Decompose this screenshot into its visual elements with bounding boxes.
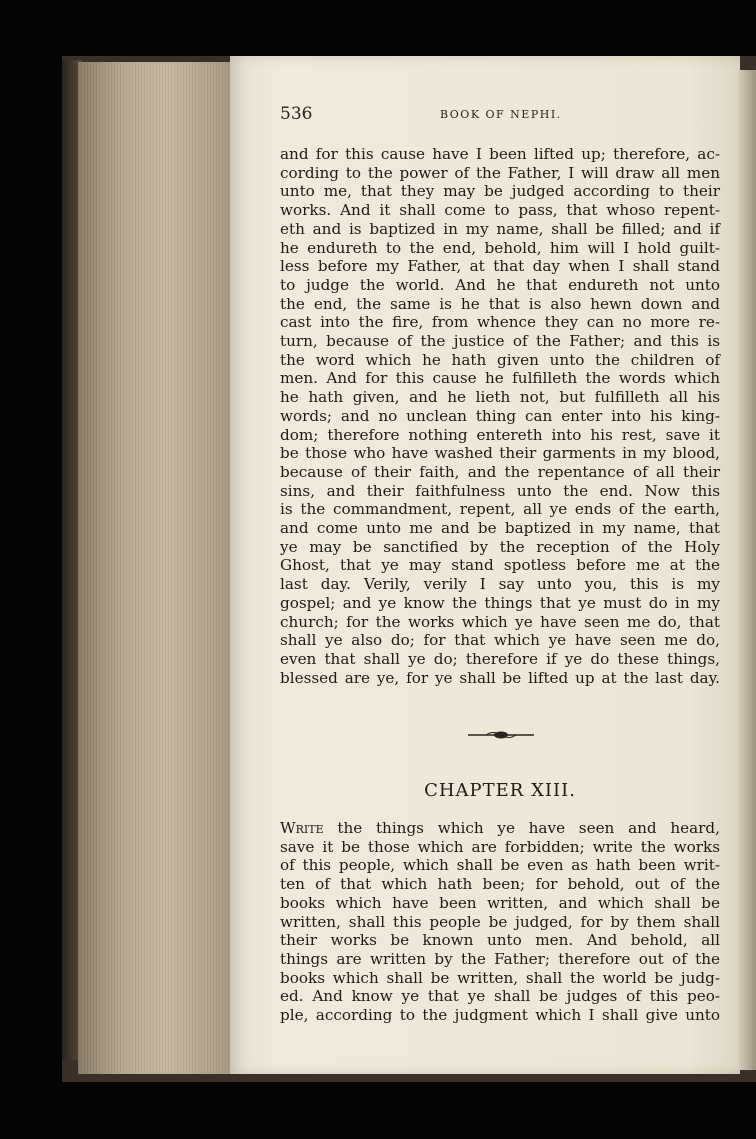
text-line: be those who have washed their garments in my blood, [280, 444, 720, 463]
text-line: works. And it shall come to pass, that whoso repent- [280, 201, 720, 220]
text-line: he hath given, and he lieth not, but fulfilleth all his [280, 388, 720, 407]
text-line-rest: the things which ye have seen and heard, [323, 819, 720, 837]
text-line: of this people, which shall be even as hath been writ- [280, 856, 720, 875]
drop-word: Write [280, 819, 324, 837]
text-line: books which have been written, and which shall be [280, 893, 720, 912]
chapter-text [280, 819, 720, 1025]
text-line: things are written by the Father; therefore out of the [280, 949, 720, 968]
text-line: written, shall this people be judged, for by them shall [280, 912, 720, 931]
text-line: last day. Verily, verily I say unto you, this is my [280, 575, 720, 594]
text-line: men. And for this cause he fulfilleth the words which [280, 369, 720, 388]
text-line: less before my Father, at that day when I shall stand [280, 257, 720, 276]
text-line: he endureth to the end, behold, him will I hold guilt- [280, 238, 720, 257]
text-line: to judge the world. And he that endureth not unto [280, 275, 720, 294]
text-line: the word which he hath given unto the children of [280, 350, 720, 369]
text-line: blessed are ye, for ye shall be lifted up at the last day. [280, 668, 720, 687]
text-line: ye may be sanctified by the reception of the Holy [280, 537, 720, 556]
text-line: sins, and their faithfulness unto the end. Now this [280, 481, 720, 500]
text-line: dom; therefore nothing entereth into his rest, save it [280, 425, 720, 444]
page-header [280, 104, 720, 128]
text-line: ple, according to the judgment which I shall give unto [280, 1006, 720, 1025]
text-line: is the commandment, repent, all ye ends of the earth, [280, 500, 720, 519]
text-line: Ghost, that ye may stand spotless before me at the [280, 556, 720, 575]
text-line: cording to the power of the Father, I will draw all men [280, 163, 720, 182]
text-line: unto me, that they may be judged according to their [280, 182, 720, 201]
text-line: gospel; and ye know the things that ye must do in my [280, 593, 720, 612]
text-line: their works be known unto men. And behold, all [280, 931, 720, 950]
text-line [280, 819, 720, 838]
text-line: cast into the fire, from whence they can no more re- [280, 313, 720, 332]
text-line: ed. And know ye that ye shall be judges of this peo- [280, 987, 720, 1006]
ornament-divider [466, 728, 536, 742]
text-line: the end, the same is he that is also hewn down and [280, 294, 720, 313]
page-right-edge [738, 70, 756, 1070]
text-line: turn, because of the justice of the Father; and this is [280, 332, 720, 351]
text-line: books which shall be written, shall the world be judg- [280, 968, 720, 987]
body-text [280, 145, 720, 687]
text-line: ten of that which hath been; for behold, out of the [280, 875, 720, 894]
text-line: words; and no unclean thing can enter into his king- [280, 406, 720, 425]
text-line: and for this cause have I been lifted up; therefore, ac- [280, 145, 720, 163]
text-line: eth and is baptized in my name, shall be filled; and if [280, 219, 720, 238]
text-line: even that shall ye do; therefore if ye do these things, [280, 649, 720, 668]
page-block-edge [78, 62, 231, 1074]
text-line: and come unto me and be baptized in my name, that [280, 519, 720, 538]
chapter-heading: CHAPTER XIII. [424, 780, 576, 801]
running-head: BOOK OF NEPHI. [440, 108, 562, 121]
text-line: shall ye also do; for that which ye have seen me do, [280, 631, 720, 650]
text-line: church; for the works which ye have seen me do, that [280, 612, 720, 631]
text-line: because of their faith, and the repentance of all their [280, 462, 720, 481]
text-line: save it be those which are forbidden; write the works [280, 837, 720, 856]
page-number: 536 [280, 104, 313, 124]
